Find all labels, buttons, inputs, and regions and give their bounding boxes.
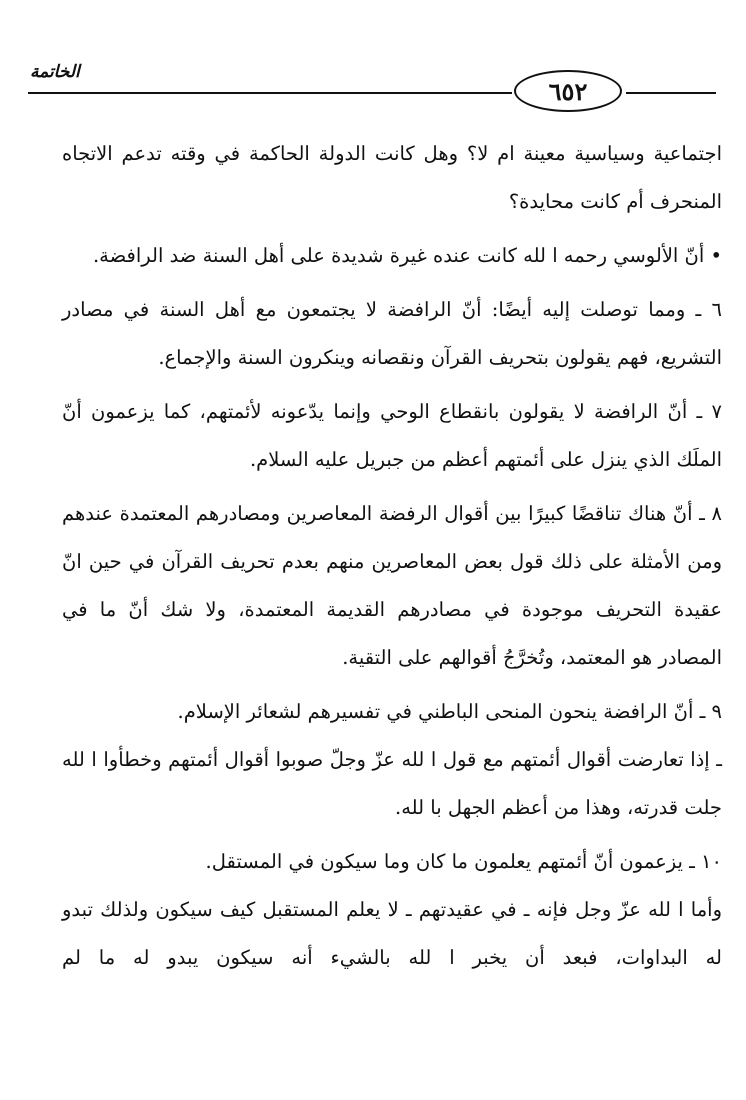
paragraph-point-10-detail: وأما ا لله عزّ وجل فإنه ـ في عقيدتهم ـ لا يعلم المستقبل كيف سيكون ولذلك تبدو له البداوات، فبعد أن يخبر ا لله بالشيء أنه سيكون يبدو له ما لم — [62, 898, 722, 969]
page-header — [0, 0, 746, 110]
page-number: ٦٥٢ — [548, 76, 588, 106]
paragraph-intro-continuation: اجتماعية وسياسية معينة ام لا؟ وهل كانت الدولة الحاكمة في وقته تدعم الاتجاه المنحرف أم كانت محايدة؟ — [62, 142, 722, 213]
paragraph-point-9: ٩ ـ أنّ الرافضة ينحون المنحى الباطني في تفسيرهم لشعائر الإسلام. — [177, 700, 722, 723]
main-text — [62, 130, 722, 982]
paragraph-point-6: ٦ ـ ومما توصلت إليه أيضًا: أنّ الرافضة لا يجتمعون مع أهل السنة في مصادر التشريع، فهم يقولون بتحريف القرآن ونقصانه وينكرون السنة والإجماع. — [62, 298, 722, 369]
page-number-badge — [514, 70, 622, 112]
header-rule-left — [28, 92, 512, 94]
paragraph-point-9-detail: ـ إذا تعارضت أقوال أئمتهم مع قول ا لله عزّ وجلّ صوبوا أقوال أئمتهم وخطأوا ا لله جلت قدرته، وهذا من أعظم الجهل با لله. — [62, 748, 722, 819]
paragraph-point-8: ٨ ـ أنّ هناك تناقضًا كبيرًا بين أقوال الرفضة المعاصرين ومصادرهم المعتمدة عندهم ومن الأمثلة على ذلك قول بعض المعاصرين منهم بعدم تحريف القرآن في حين انّ عقيدة التحريف موجودة في مصادرهم القديمة المعتمدة، ولا شك أنّ ما في المصادر هو المعتمد، وتُخرَّجُ أقوالهم على التقية. — [62, 502, 722, 669]
paragraph-bullet-alusi: • أنّ الألوسي رحمه ا لله كانت عنده غيرة شديدة على أهل السنة ضد الرافضة. — [92, 244, 722, 267]
section-title: الخاتمة — [30, 62, 80, 82]
header-rule-right — [626, 92, 716, 94]
paragraph-point-10: ١٠ ـ يزعمون أنّ أئمتهم يعلمون ما كان وما سيكون في المستقل. — [205, 850, 722, 873]
paragraph-point-7: ٧ ـ أنّ الرافضة لا يقولون بانقطاع الوحي وإنما يدّعونه لأئمتهم، كما يزعمون أنّ الملَك الذي ينزل على أئمتهم أعظم من جبريل عليه السلام. — [62, 400, 722, 471]
